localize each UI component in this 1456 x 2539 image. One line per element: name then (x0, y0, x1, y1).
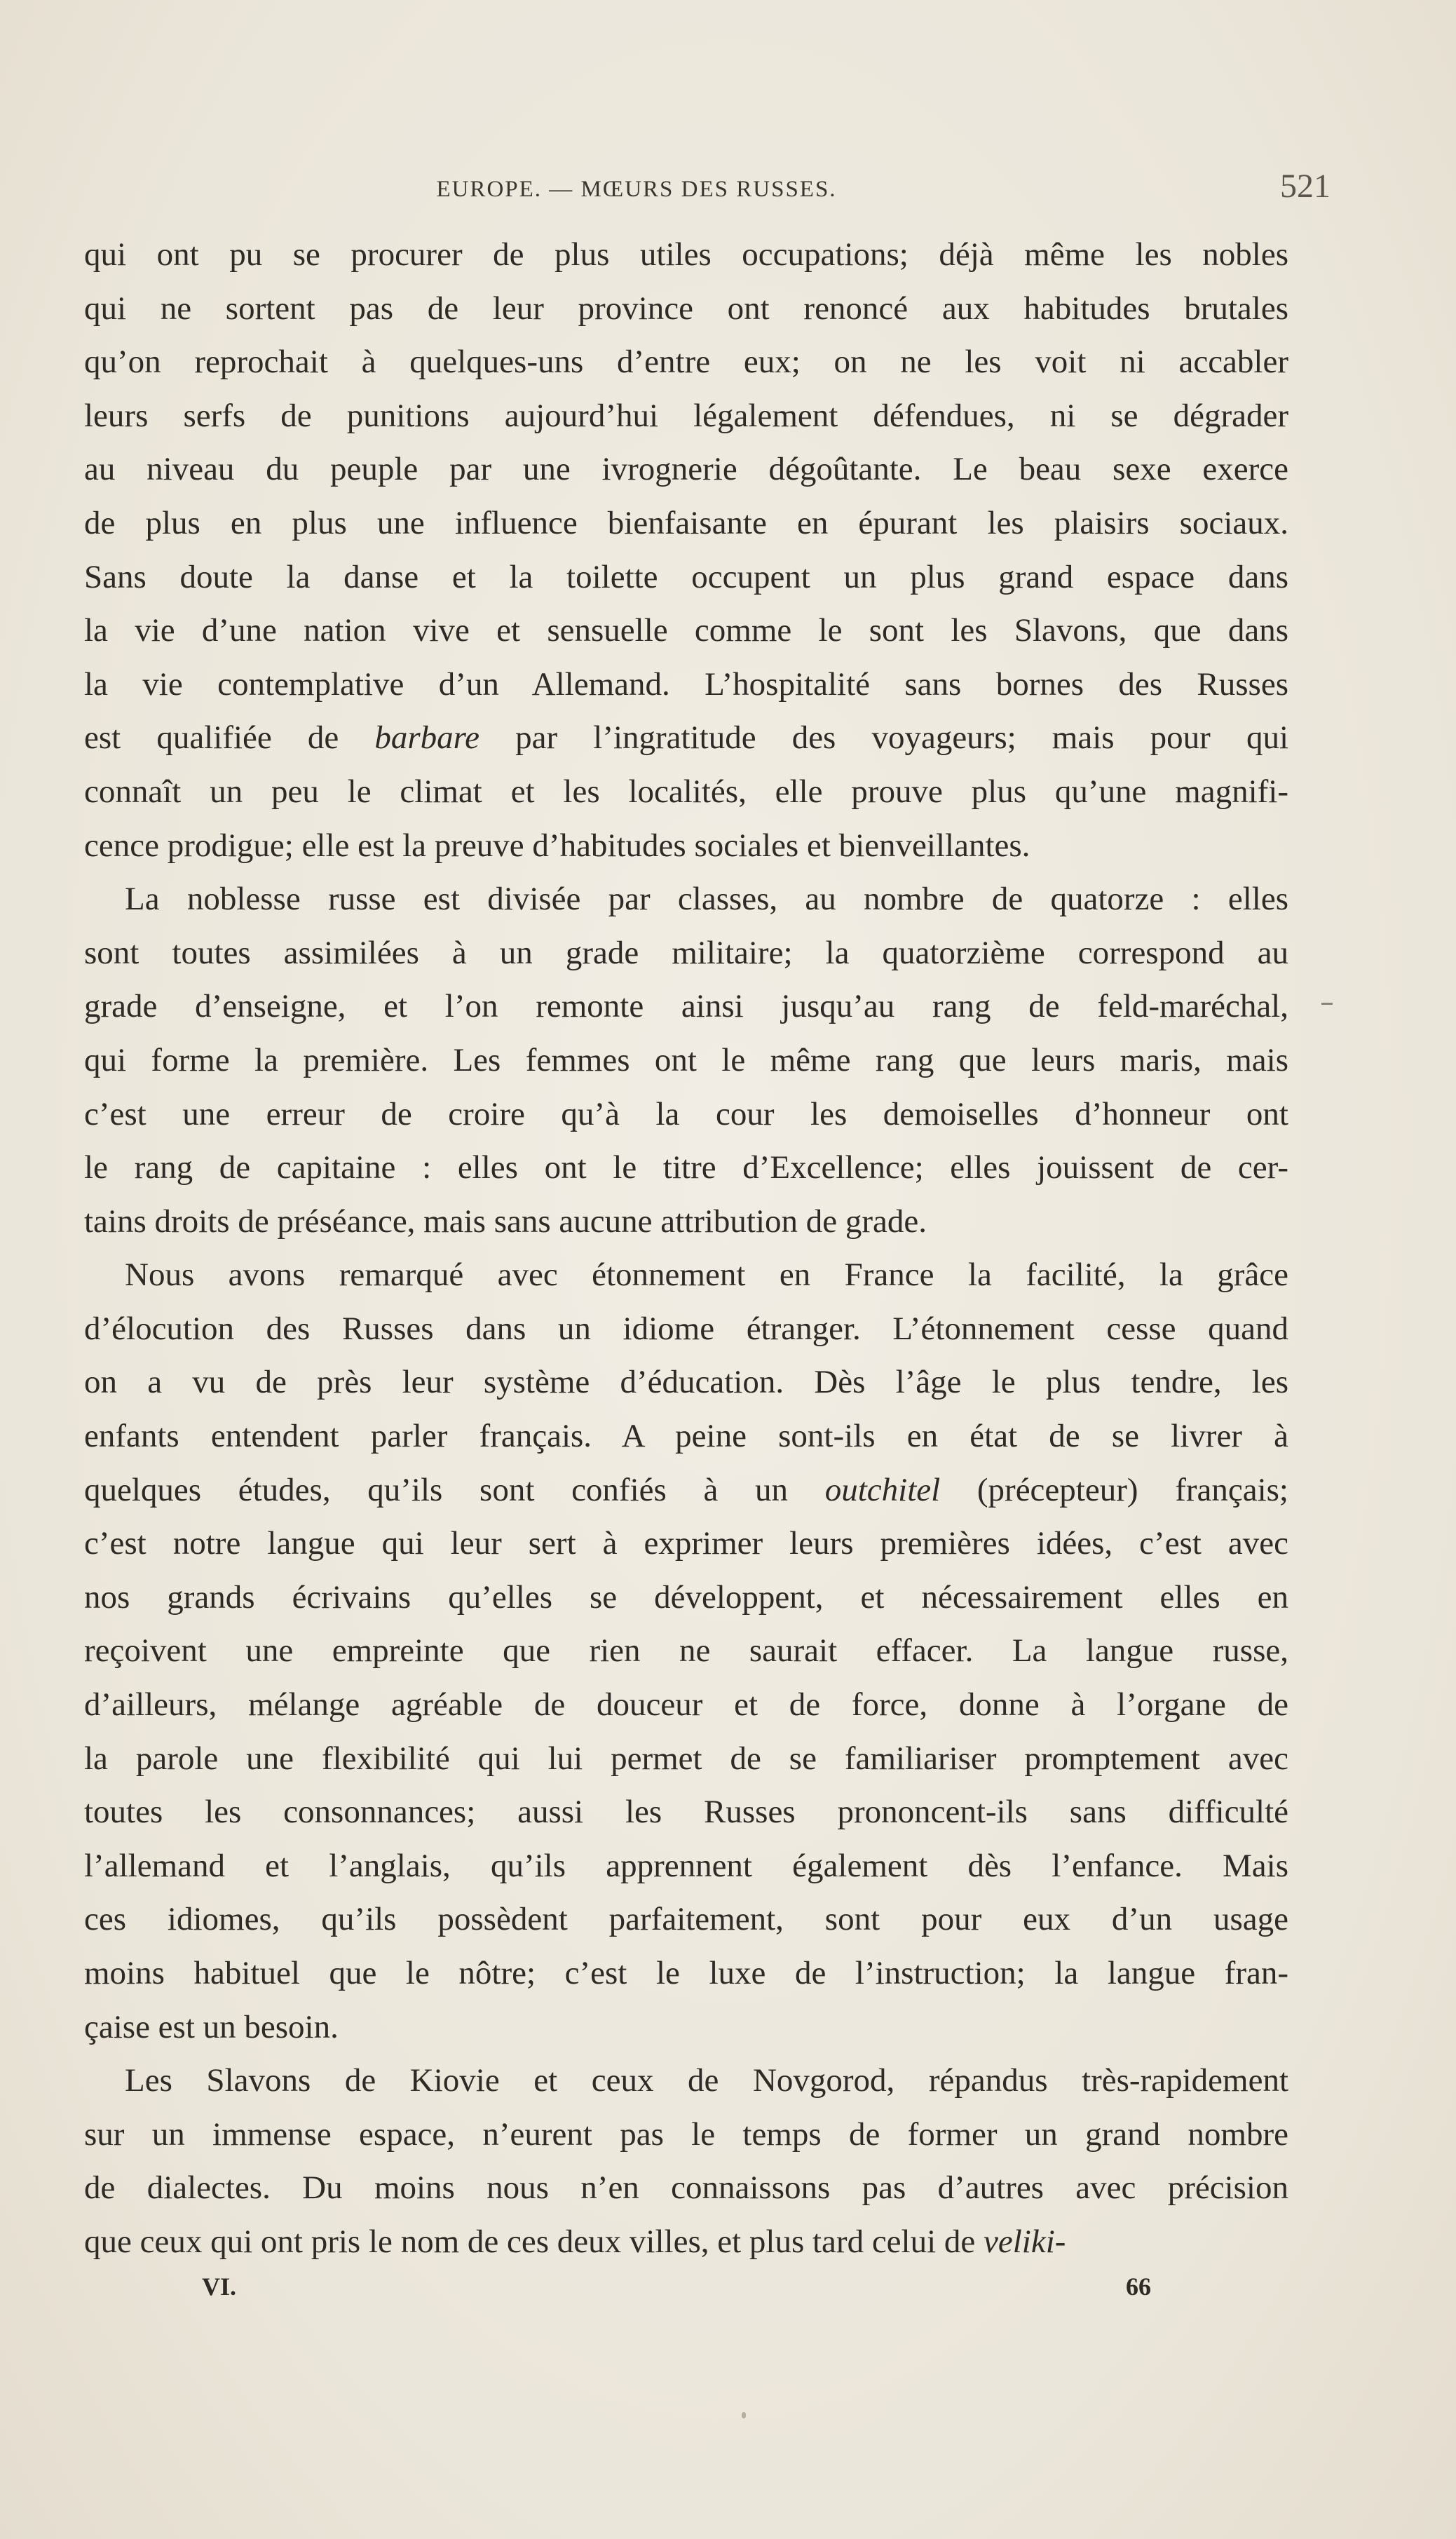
text-line: Nous avons remarqué avec étonnement en France la facilité, la grâce (125, 1257, 1288, 1294)
text-line: la vie contemplative d’un Allemand. L’hospitalité sans bornes des Russes (84, 665, 1288, 703)
text-line: toutes les consonnances; aussi les Russes prononcent-ils sans difficulté (84, 1794, 1288, 1831)
text-line: de dialectes. Du moins nous n’en connaissons pas d’autres avec précision (84, 2169, 1288, 2207)
body-text (84, 228, 1288, 2269)
text-line: c’est notre langue qui leur sert à exprimer leurs premières idées, c’est avec (84, 1525, 1288, 1562)
text-line: d’élocution des Russes dans un idiome étranger. L’étonnement cesse quand (84, 1310, 1288, 1347)
italic-term: veliki- (984, 2223, 1066, 2260)
text-line: l’allemand et l’anglais, qu’ils apprennent également dès l’enfance. Mais (84, 1847, 1288, 1884)
page-number: 521 (1280, 168, 1331, 205)
italic-term: barbare (374, 719, 480, 757)
text-line: Les Slavons de Kiovie et ceux de Novgorod, répandus très-rapidement (125, 2062, 1288, 2099)
signature-mark: 66 (1126, 2273, 1151, 2301)
text-line: La noblesse russe est divisée par classes, au nombre de quatorze : elles (125, 881, 1288, 918)
text-line: cence prodigue; elle est la preuve d’habitudes sociales et bienveillantes. (84, 827, 1030, 864)
text-line: c’est une erreur de croire qu’à la cour les demoiselles d’honneur ont (84, 1095, 1288, 1132)
text-line: de plus en plus une influence bienfaisante en épurant les plaisirs sociaux. (84, 504, 1288, 541)
paper-speck (742, 2412, 746, 2418)
italic-term: outchitel (824, 1471, 941, 1508)
text-line: enfants entendent parler français. A peine sont-ils en état de se livrer à (84, 1418, 1288, 1455)
text-line: reçoivent une empreinte que rien ne saurait effacer. La langue russe, (84, 1632, 1288, 1670)
text-line: sur un immense espace, n’eurent pas le temps de former un grand nombre (84, 2115, 1288, 2153)
text-line: Sans doute la danse et la toilette occupent un plus grand espace dans (84, 558, 1288, 595)
page-footer (83, 2272, 1331, 2307)
text-line: qui forme la première. Les femmes ont le même rang que leurs maris, mais (84, 1041, 1288, 1078)
text-line: d’ailleurs, mélange agréable de douceur et de force, donne à l’organe de (84, 1686, 1288, 1724)
volume-mark: VI. (202, 2273, 237, 2301)
text-line: qui ne sortent pas de leur province ont renoncé aux habitudes brutales (84, 290, 1288, 327)
text-line: sont toutes assimilées à un grade militaire; la quatorzième correspond au (84, 934, 1288, 971)
text-line: qui ont pu se procurer de plus utiles occupations; déjà même les nobles (84, 236, 1288, 273)
text-line: qu’on reprochait à quelques-uns d’entre eux; on ne les voit ni accabler (84, 344, 1288, 381)
text-line: le rang de capitaine : elles ont le titre d’Excellence; elles jouissent de cer- (84, 1149, 1288, 1186)
text-line: quelques études, qu’ils sont confiés à un outchitel (précepteur) français; (84, 1471, 1288, 1508)
text-line: tains droits de préséance, mais sans aucune attribution de grade. (84, 1203, 927, 1240)
text-line: au niveau du peuple par une ivrognerie dégoûtante. Le beau sexe exerce (84, 451, 1288, 488)
text-line: que ceux qui ont pris le nom de ces deux villes, et plus tard celui de veliki- (84, 2223, 1066, 2260)
text-line: grade d’enseigne, et l’on remonte ainsi jusqu’au rang de feld-maréchal, (84, 988, 1288, 1025)
text-line: çaise est un besoin. (84, 2008, 339, 2045)
text-line: la vie d’une nation vive et sensuelle comme le sont les Slavons, que dans (84, 612, 1288, 649)
text-line: connaît un peu le climat et les localités, elle prouve plus qu’une magnifi- (84, 773, 1288, 810)
text-line: moins habituel que le nôtre; c’est le luxe de l’instruction; la langue fran- (84, 1955, 1288, 1991)
running-head: EUROPE. — MŒURS DES RUSSES. (436, 177, 837, 202)
text-line: on a vu de près leur système d’éducation. Dès l’âge le plus tendre, les (84, 1364, 1288, 1401)
text-line: la parole une flexibilité qui lui permet de se familiariser promptement avec (84, 1740, 1288, 1777)
text-line: leurs serfs de punitions aujourd’hui légalement défendues, ni se dégrader (84, 397, 1288, 434)
page-header (83, 167, 1331, 216)
text-line: ces idiomes, qu’ils possèdent parfaitement, sont pour eux d’un usage (84, 1901, 1288, 1938)
text-line: est qualifiée de barbare par l’ingratitude des voyageurs; mais pour qui (84, 719, 1288, 757)
text-line: nos grands écrivains qu’elles se développent, et nécessairement elles en (84, 1578, 1288, 1616)
margin-mark (1321, 1003, 1333, 1005)
